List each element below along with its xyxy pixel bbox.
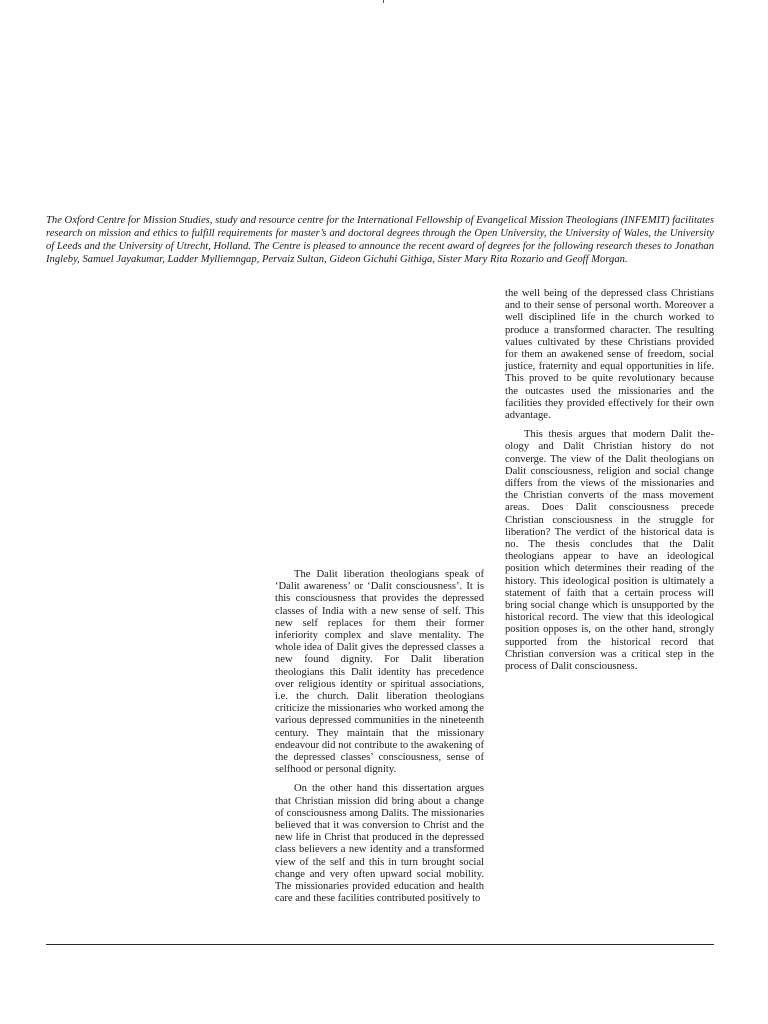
right-paragraph-2: This thesis argues that modern Dalit theology and Dalit Christian history do not converge. The view of the Dalit theologians on Dalit consciousness, religion and social change differs from the views of the missionaries and the Christian converts of the mass movement areas. Does Dalit consciousness precede Christian consciousness in the struggle for liberation? The verdict of the historical data is no. The thesis concludes that the Dalit theologians appear to have an ideological position which determines their reading of the history. This ideological position is ultimately a statement of faith that a certain process will bring social change which is unsupported by the historical record. The view that this ideological position opposes is, on the other hand, strongly supported from the historical record that Christian conversion was a critical step in the process of Dalit consciousness. bbox=[505, 429, 714, 673]
page-top-tick bbox=[383, 0, 384, 3]
left-paragraph-2: On the other hand this dissertation argues that Christian mission did bring about a change of consciousness among Dalits. The missionaries believed that it was conversion to Christ and the new life in Christ that produced in the depressed class believers a new identity and a transformed view of the self and this in turn brought social change and very often upward social mobility. The missionaries provided education and health care and these facilities contributed positively to bbox=[275, 783, 484, 905]
left-paragraph-1: The Dalit liberation theologians speak of ‘Dalit awareness’ or ‘Dalit consciousness’. It is this consciousness that provides the depressed classes of India with a new sense of self. This new self replaces for them their former inferiority complex and slave mentality. The whole idea of Dalit gives the depressed classes a new found dignity. For Dalit liberation theologians this Dalit identity has precedence over religious identity or spiritual associations, i.e. the church. Dalit liberation theologians criticize the missionaries who worked among the various depressed communities in the nineteenth century. They maintain that the missionary endeavour did not contribute to the awakening of the depressed classes’ consciousness, sense of selfhood or personal dignity. bbox=[275, 569, 484, 776]
intro-paragraph: The Oxford Centre for Mission Studies, study and resource centre for the International Fellowship of Evangelical Mission Theologians (INFEMIT) facilitates research on mission and ethics to fulfill requirements for master’s and doctoral degrees through the Open University, the University of Wales, the University of Leeds and the University of Utrecht, Holland. The Centre is pleased to announce the recent award of degrees for the following research theses to Jonathan Ingleby, Samuel Jayakumar, Ladder Mylliemngap, Pervaiz Sultan, Gideon Gichuhi Githiga, Sister Mary Rita Rozario and Geoff Morgan. bbox=[46, 215, 714, 265]
right-column bbox=[505, 288, 714, 673]
bottom-rule bbox=[46, 944, 714, 945]
left-column bbox=[275, 569, 484, 905]
right-paragraph-1: the well being of the depressed class Christians and to their sense of personal worth. Moreover a well disciplined life in the church worked to produce a transformed character. The resulting values cultivated by these Christians provided for them an awakened sense of freedom, social justice, fraternity and equal opportunities in life. This proved to be quite revolutionary because the outcastes used the missionaries and the facilities they provided effectively for their own advantage. bbox=[505, 288, 714, 422]
